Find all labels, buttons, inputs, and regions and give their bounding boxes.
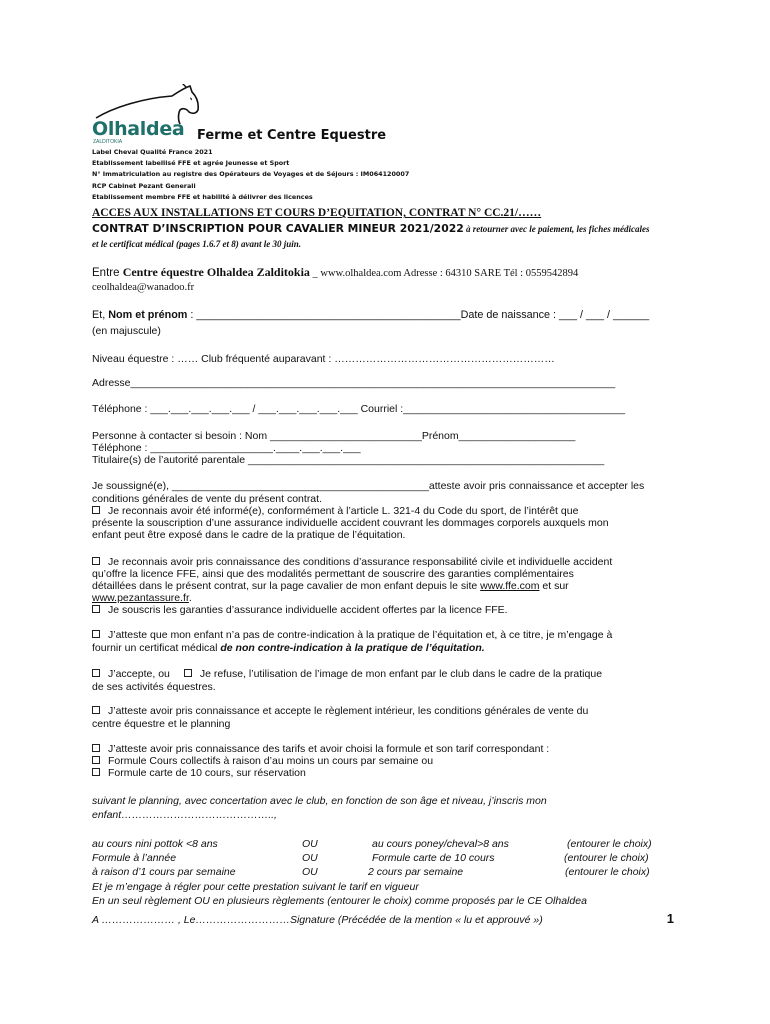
choice-or: OU: [302, 852, 318, 864]
checkbox-text: détaillées dans le présent contrat, sur la page cavalier de mon enfant depuis le site: [92, 580, 481, 592]
niveau-field[interactable]: Niveau équestre : …… Club fréquenté auparavant : ………………………………………………………: [92, 353, 555, 365]
choice-cell[interactable]: 2 cours par semaine: [368, 866, 464, 878]
planning-text: suivant le planning, avec concertation avec le club, en fonction de son âge et niveau, j’inscris mon: [92, 795, 547, 807]
checkbox-text-links: [92, 580, 569, 592]
contract-heading: [92, 222, 649, 235]
checkbox-label: Formule carte de 10 cours, sur réservation: [108, 767, 306, 779]
contact-telephone-field[interactable]: Téléphone : _____________________.____.___.___.___: [92, 442, 361, 454]
checkbox-item-subscribe: [92, 604, 508, 616]
checkbox-label: Formule Cours collectifs à raison d’au moins un cours par semaine ou: [108, 755, 434, 767]
adresse-field[interactable]: Adresse___________________________________________________________________________________: [92, 377, 616, 389]
checkbox[interactable]: [92, 557, 100, 565]
brand-name: Ferme et Centre Equestre: [197, 128, 387, 143]
meta-line: Label Cheval Qualité France 2021: [92, 148, 213, 156]
name-field[interactable]: [92, 309, 649, 321]
pezant-link[interactable]: www.pezantassure.fr: [92, 592, 189, 604]
choice-cell[interactable]: à raison d’1 cours par semaine: [92, 866, 236, 878]
checkbox-text: et sur: [539, 580, 569, 592]
meta-line: Etablissement membre FFE et habilité à délivrer des licences: [92, 193, 313, 201]
checkbox-label: J’atteste avoir pris connaissance et accepte le règlement intérieur, les conditions générales de vente du: [108, 705, 589, 717]
meta-line: Etablissement labellisé FFE et agrée Jeunesse et Sport: [92, 159, 290, 167]
checkbox[interactable]: [92, 768, 100, 776]
payment-options[interactable]: En un seul règlement OU en plusieurs règlements (entourer le choix) comme proposés par le CE Olhaldea: [92, 895, 587, 907]
checkbox-item-reglement: [92, 705, 588, 717]
choice-or: OU: [302, 866, 318, 878]
choice-cell[interactable]: Formule carte de 10 cours: [372, 852, 495, 864]
choice-or: OU: [302, 838, 318, 850]
checkbox-text: de ses activités équestres.: [92, 681, 216, 693]
choice-hint: (entourer le choix): [564, 852, 649, 864]
checkbox-text: qu’offre la licence FFE, ainsi que des modalités permettant de souscrire des garanties complémentaires: [92, 568, 574, 580]
club-email: ceolhaldea@wanadoo.fr: [92, 282, 195, 293]
refuse-checkbox[interactable]: [184, 669, 192, 677]
choice-cell[interactable]: au cours poney/cheval>8 ans: [372, 838, 509, 850]
club-contact: _ www.olhaldea.com Adresse : 64310 SARE Tél : 0559542894: [309, 268, 579, 279]
checkbox-label: J’atteste que mon enfant n’a pas de contre-indication à la pratique de l’équitation et, à ce titre, je m’engage à: [108, 629, 613, 641]
checkbox-label: J’atteste avoir pris connaissance des tarifs et avoir choisi la formule et son tarif correspondant :: [108, 743, 550, 755]
checkbox-text: fournir un certificat médical: [92, 642, 221, 654]
majuscule-note: (en majuscule): [92, 325, 161, 337]
name-prefix: Et,: [92, 309, 109, 321]
checkbox-item-medical: [92, 629, 612, 641]
checkbox-item-insurance: [92, 556, 612, 568]
checkbox[interactable]: [92, 744, 100, 752]
club-name: Centre équestre Olhaldea Zalditokia: [122, 265, 310, 279]
checkbox-text: enfant peut être exposé dans le cadre de la pratique de l’équitation.: [92, 529, 406, 541]
entre-prefix: Entre: [92, 267, 123, 279]
entre-line: [92, 265, 578, 280]
telephone-field[interactable]: Téléphone : ___.___.___.___.___ / ___.___.___.___.___ Courriel :______________________________________: [92, 403, 626, 415]
contract-deadline: et le certificat médical (pages 1.6.7 et 8) avant le 30 juin.: [92, 239, 301, 249]
contact-field[interactable]: Personne à contacter si besoin : Nom __________________________Prénom____________________: [92, 430, 576, 442]
checkbox-label: Je reconnais avoir été informé(e), conformément à l’article L. 321-4 du Code du sport, de l’intérêt que: [108, 505, 579, 517]
checkbox-text: centre équestre et le planning: [92, 718, 231, 730]
checkbox-text: .: [188, 592, 192, 604]
logo-text: Olhaldea: [92, 118, 185, 140]
checkbox[interactable]: [92, 605, 100, 613]
parental-authority-field[interactable]: Titulaire(s) de l’autorité parentale _____________________________________________________________: [92, 454, 605, 466]
planning-blank[interactable]: enfant……………………………………..,: [92, 809, 277, 821]
checkbox[interactable]: [92, 630, 100, 638]
checkbox-text: présente la souscription d’une assurance individuelle accident couvrant les dommages corporels auxquels mon: [92, 517, 609, 529]
contract-title: CONTRAT D’INSCRIPTION POUR CAVALIER MINEUR 2021/2022: [92, 222, 464, 235]
checkbox-label: Je souscris les garanties d’assurance individuelle accident offertes par la licence FFE.: [108, 604, 508, 616]
accept-checkbox[interactable]: [92, 669, 100, 677]
checkbox-item-formule-carte: [92, 767, 306, 779]
contract-note: à retourner avec le paiement, les fiches médicales: [463, 224, 650, 234]
ffe-link[interactable]: www.ffe.com: [480, 580, 540, 592]
logo: [86, 84, 202, 145]
medical-emphasis: de non contre-indication à la pratique de l’équitation.: [220, 642, 485, 654]
soussigne-line[interactable]: Je soussigné(e), ____________________________________________atteste avoir pris connaissance et accepter les: [92, 480, 645, 492]
checkbox-item-tarifs: [92, 743, 549, 755]
checkbox[interactable]: [92, 506, 100, 514]
choice-cell[interactable]: au cours nini pottok <8 ans: [92, 838, 218, 850]
checkbox[interactable]: [92, 756, 100, 764]
payment-commitment: Et je m’engage à régler pour cette prestation suivant le tarif en vigueur: [92, 881, 419, 893]
checkbox-label: J’accepte, ou: [108, 668, 170, 680]
meta-line: N° Immatriculation au registre des Opérateurs de Voyages et de Séjours : IM064120007: [92, 170, 410, 178]
checkbox-item-information: [92, 505, 578, 517]
logo-subtitle: ZALDITOKIA: [93, 139, 123, 145]
checkbox-label: Je refuse, l’utilisation de l’image de mon enfant par le club dans le cadre de la pratique: [199, 668, 603, 680]
choice-cell[interactable]: Formule à l’année: [92, 852, 177, 864]
checkbox-item-image: [92, 668, 602, 680]
checkbox[interactable]: [92, 706, 100, 714]
checkbox-label: Je reconnais avoir pris connaissance des conditions d’assurance responsabilité civile et individuelle accident: [108, 556, 613, 568]
name-blank: : ____________________________________________Date de naissance : ___ / ___ / ______: [187, 309, 650, 321]
choice-hint: (entourer le choix): [565, 866, 650, 878]
soussigne-line: conditions générales de vente du présent contrat.: [92, 493, 322, 505]
name-label: Nom et prénom: [108, 309, 188, 321]
document-title: ACCES AUX INSTALLATIONS ET COURS D’EQUITATION, CONTRAT N° CC.21/……: [92, 207, 542, 219]
meta-line: RCP Cabinet Pezant Generali: [92, 182, 196, 190]
checkbox-item-formule-cours: [92, 755, 433, 767]
signature-line[interactable]: A ………………… , Le………………………Signature (Précédée de la mention « lu et approuvé »): [92, 914, 543, 926]
choice-hint: (entourer le choix): [567, 838, 652, 850]
page-number: 1: [666, 911, 674, 926]
